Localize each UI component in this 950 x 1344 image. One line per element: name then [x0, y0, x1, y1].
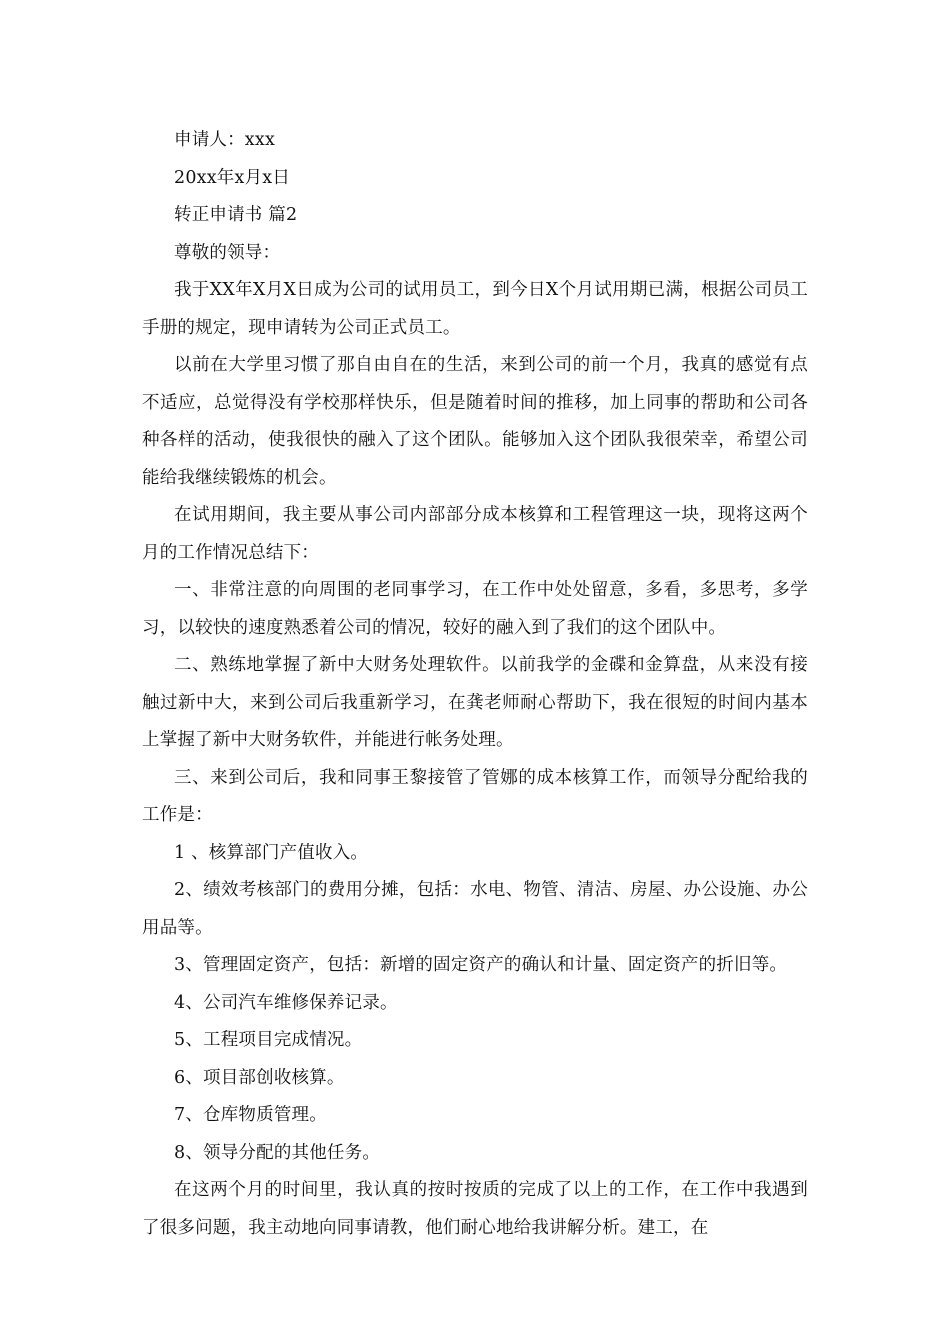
paragraph-5: 二、熟练地掌握了新中大财务处理软件。以前我学的金碟和金算盘，从来没有接触过新中大，来到公司后我重新学习，在龚老师耐心帮助下，我在很短的时间内基本上掌握了新中大财务软件，并能进行帐务处理。 — [142, 655, 808, 750]
paragraph-2: 以前在大学里习惯了那自由自在的生活，来到公司的前一个月，我真的感觉有点不适应，总觉得没有学校那样快乐，但是随着时间的推移，加上同事的帮助和公司各种各样的活动，使我很快的融入了这个团队。能够加入这个团队我很荣幸，希望公司能给我继续锻炼的机会。 — [142, 355, 808, 488]
list-item: 5、工程项目完成情况。 — [174, 1030, 363, 1050]
document-heading: 转正申请书 篇2 — [174, 205, 298, 225]
document-body — [142, 122, 808, 1247]
closing-paragraph: 在这两个月的时间里，我认真的按时按质的完成了以上的工作，在工作中我遇到了很多问题，我主动地向同事请教，他们耐心地给我讲解分析。建工，在 — [142, 1180, 808, 1238]
list-item: 4、公司汽车维修保养记录。 — [174, 992, 398, 1013]
date-line: 20xx年x月x日 — [174, 167, 291, 188]
salutation: 尊敬的领导： — [174, 242, 281, 263]
paragraph-1: 我于XX年X月X日成为公司的试用员工，到今日X个月试用期已满，根据公司员工手册的规定，现申请转为公司正式员工。 — [142, 280, 808, 338]
list-item: 1 、核算部门产值收入。 — [174, 842, 369, 863]
list-item: 7、仓库物质管理。 — [174, 1105, 327, 1125]
list-item: 6、项目部创收核算。 — [174, 1067, 345, 1088]
applicant-line: 申请人：xxx — [174, 130, 276, 150]
paragraph-4: 一、非常注意的向周围的老同事学习，在工作中处处留意，多看，多思考，多学习，以较快的速度熟悉着公司的情况，较好的融入到了我们的这个团队中。 — [142, 580, 808, 638]
paragraph-3: 在试用期间，我主要从事公司内部部分成本核算和工程管理这一块，现将这两个月的工作情况总结下： — [142, 505, 808, 563]
list-item: 8、领导分配的其他任务。 — [174, 1142, 381, 1163]
list-item: 3、管理固定资产，包括：新增的固定资产的确认和计量、固定资产的折旧等。 — [174, 955, 788, 975]
list-item: 2、绩效考核部门的费用分摊，包括：水电、物管、清洁、房屋、办公设施、办公用品等。 — [142, 880, 808, 938]
paragraph-6: 三、来到公司后，我和同事王黎接管了管娜的成本核算工作，而领导分配给我的工作是： — [142, 767, 808, 825]
